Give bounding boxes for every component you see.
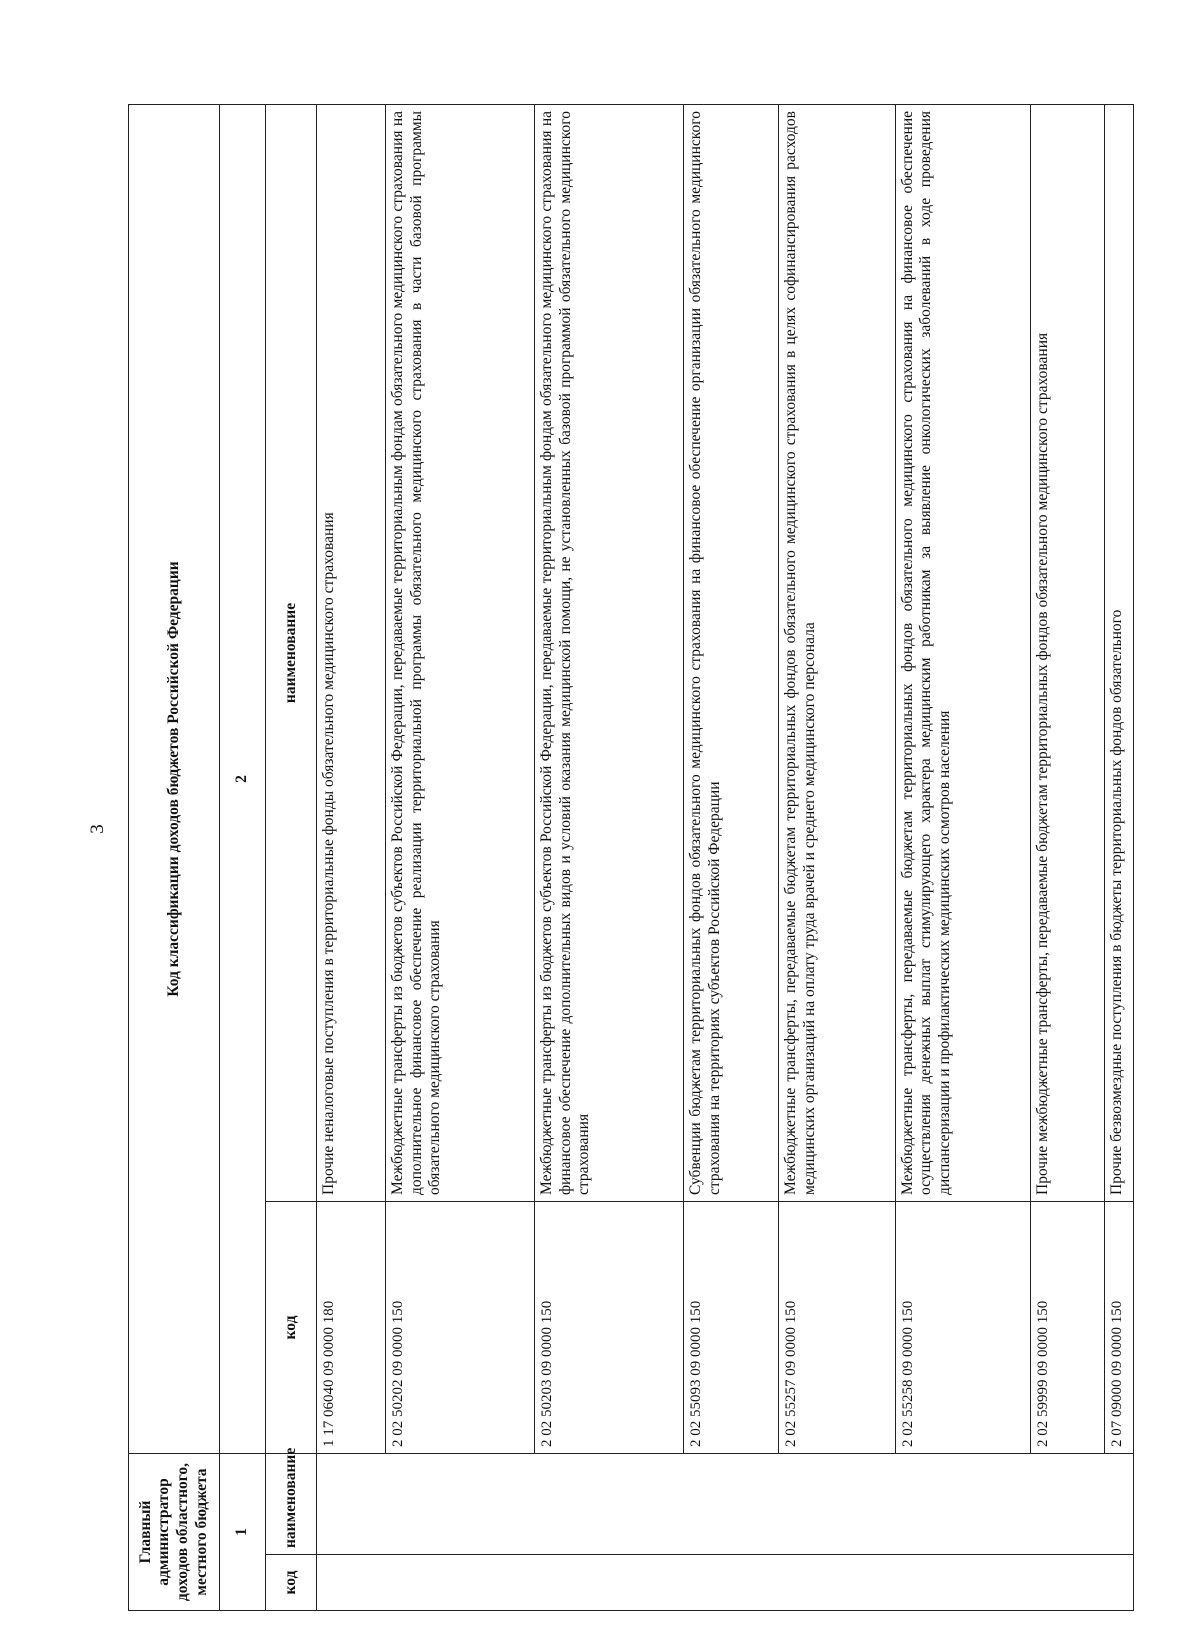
- row-name: Межбюджетные трансферты из бюджетов субъектов Российской Федерации, передаваемые территориальным фондам обязательного медицинского страхования на дополнительное финансовое обеспечение реализации территориальной программы обязательного медицинского страхования в части базовой программы обязательного медицинского страхования: [385, 105, 534, 1202]
- row-name: Межбюджетные трансферты, передаваемые бюджетам территориальных фондов обязательного медицинского страхования в целях софинансирования расходов медицинских организаций на оплату труда врачей и среднего медицинского персонала: [779, 105, 896, 1202]
- header-code-1: код: [266, 1555, 316, 1611]
- row-name: Прочие неналоговые поступления в территориальные фонды обязательного медицинского страхования: [316, 105, 385, 1202]
- row-code: 2 02 50203 09 0000 150: [534, 1202, 683, 1454]
- table-row: [316, 105, 385, 1611]
- income-classification-table-frame: [128, 104, 1134, 1611]
- header-classification-code: Код классификации доходов бюджетов Российской Федерации: [129, 105, 220, 1454]
- header-administrator: Главный администратор доходов областного, местного бюджета: [129, 1454, 220, 1611]
- table-row: [684, 105, 779, 1611]
- table-row: [534, 105, 683, 1611]
- header-name-2: наименование: [266, 105, 316, 1202]
- table-row: [385, 105, 534, 1611]
- header-col-number-1: 1: [220, 1454, 266, 1611]
- header-code-2: код: [266, 1202, 316, 1454]
- row-code: 2 07 09000 09 0000 150: [1105, 1202, 1134, 1454]
- header-name-1: наименование: [266, 1454, 316, 1555]
- table-row: [779, 105, 896, 1611]
- row-code: 2 02 59999 09 0000 150: [1031, 1202, 1105, 1454]
- income-classification-table: [128, 104, 1134, 1611]
- row-code: 2 02 55258 09 0000 150: [895, 1202, 1031, 1454]
- table-row: [895, 105, 1031, 1611]
- row-code: 2 02 55093 09 0000 150: [684, 1202, 779, 1454]
- admin-name-cell: [316, 1454, 1133, 1555]
- row-code: 1 17 06040 09 0000 180: [316, 1202, 385, 1454]
- header-col-number-2: 2: [220, 105, 266, 1454]
- admin-code-cell: [316, 1555, 1133, 1611]
- row-name: Прочие межбюджетные трансферты, передаваемые бюджетам территориальных фондов обязательного медицинского страхования: [1031, 105, 1105, 1202]
- table-row: [1031, 105, 1105, 1611]
- page-number: 3: [87, 824, 108, 834]
- row-name: Прочие безвозмездные поступления в бюджеты территориальных фондов обязательного: [1105, 105, 1134, 1202]
- row-name: Межбюджетные трансферты из бюджетов субъектов Российской Федерации, передаваемые территориальным фондам обязательного медицинского страхования на финансовое обеспечение дополнительных видов и условий оказания медицинской помощи, не установленных базовой программой обязательного медицинского страхования: [534, 105, 683, 1202]
- row-code: 2 02 55257 09 0000 150: [779, 1202, 896, 1454]
- row-code: 2 02 50202 09 0000 150: [385, 1202, 534, 1454]
- table-row: [1105, 105, 1134, 1611]
- row-name: Межбюджетные трансферты, передаваемые бюджетам территориальных фондов обязательного медицинского страхования на финансовое обеспечение осуществления денежных выплат стимулирующего характера медицинским работникам за выявление онкологических заболеваний в ходе проведения диспансеризации и профилактических медицинских осмотров населения: [895, 105, 1031, 1202]
- row-name: Субвенции бюджетам территориальных фондов обязательного медицинского страхования на финансовое обеспечение организации обязательного медицинского страхования на территориях субъектов Российской Федерации: [684, 105, 779, 1202]
